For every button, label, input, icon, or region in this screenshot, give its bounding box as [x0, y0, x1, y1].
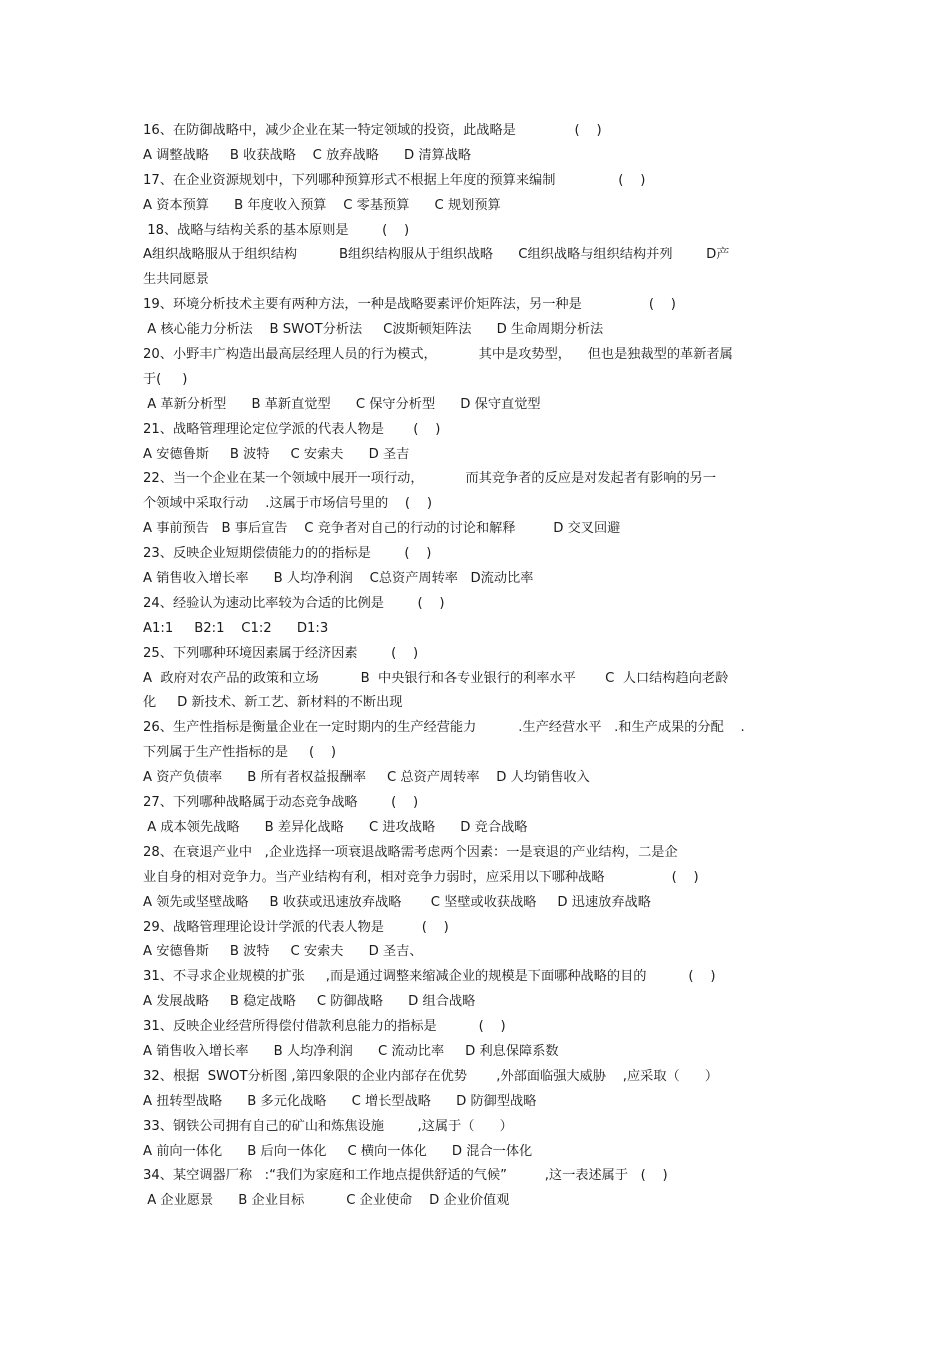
text-line: A 安德鲁斯 B 波特 C 安索夫 D 圣吉 [143, 446, 410, 462]
text-line: 24、经验认为速动比率较为合适的比例是 ( ) [143, 595, 445, 611]
text-line: 于( ) [143, 371, 188, 387]
text-line: A 资本预算 B 年度收入预算 C 零基预算 C 规划预算 [143, 197, 501, 213]
question-list [143, 119, 813, 1214]
text-line: 化 D 新技术、新工艺、新材料的不断出现 [143, 695, 403, 711]
text-line: A组织战略服从于组织结构 B组织结构服从于组织战略 C组织战略与组织结构并列 D产 [143, 247, 730, 263]
text-line: A 企业愿景 B 企业目标 C 企业使命 D 企业价值观 [143, 1193, 510, 1209]
text-line: A 革新分析型 B 革新直觉型 C 保守分析型 D 保守直觉型 [143, 396, 541, 412]
text-line: A 扭转型战略 B 多元化战略 C 增长型战略 D 防御型战略 [143, 1093, 537, 1109]
text-line: A 销售收入增长率 B 人均净利润 C总资产周转率 D流动比率 [143, 571, 534, 587]
text-line: 33、钢铁公司拥有自己的矿山和炼焦设施 ,这属于（ ） [143, 1118, 513, 1134]
text-line: 27、下列哪种战略属于动态竞争战略 ( ) [143, 795, 419, 811]
text-line: 25、下列哪种环境因素属于经济因素 ( ) [143, 645, 419, 661]
text-line: 31、反映企业经营所得偿付借款利息能力的指标是 ( ) [143, 1019, 506, 1035]
text-line: 23、反映企业短期偿债能力的的指标是 ( ) [143, 546, 432, 562]
text-line: A 资产负债率 B 所有者权益报酬率 C 总资产周转率 D 人均销售收入 [143, 770, 590, 786]
text-line: A 安德鲁斯 B 波特 C 安索夫 D 圣吉、 [143, 944, 423, 960]
text-line: 31、不寻求企业规模的扩张 ,而是通过调整来缩减企业的规模是下面哪种战略的目的 ( ) [143, 969, 716, 985]
text-line: 32、根据 SWOT分析图 ,第四象限的企业内部存在优势 ,外部面临强大威胁 ,应采取（ ） [143, 1068, 719, 1084]
text-line: A 前向一体化 B 后向一体化 C 横向一体化 D 混合一体化 [143, 1143, 533, 1159]
text-line: A1:1 B2:1 C1:2 D1:3 [143, 620, 329, 636]
text-line: A 发展战略 B 稳定战略 C 防御战略 D 组合战略 [143, 994, 476, 1010]
text-line: A 调整战略 B 收获战略 C 放弃战略 D 清算战略 [143, 147, 472, 163]
text-line: 下列属于生产性指标的是 ( ) [143, 745, 337, 761]
text-line: 17、在企业资源规划中，下列哪种预算形式不根据上年度的预算来编制 ( ) [143, 172, 646, 188]
text-line: A 核心能力分析法 B SWOT分析法 C波斯顿矩阵法 D 生命周期分析法 [143, 322, 604, 338]
text-line: 业自身的相对竞争力。当产业结构有利，相对竞争力弱时，应采用以下哪种战略 ( ) [143, 869, 699, 885]
text-line: 19、环境分析技术主要有两种方法，一种是战略要素评价矩阵法，另一种是 ( ) [143, 297, 676, 313]
text-line: 18、战略与结构关系的基本原则是 ( ) [143, 222, 410, 238]
text-line: 28、在衰退产业中 ,企业选择一项衰退战略需考虑两个因素：一是衰退的产业结构，二是企 [143, 844, 678, 860]
text-line: 生共同愿景 [143, 272, 209, 288]
text-line: 16、在防御战略中，减少企业在某一特定领域的投资，此战略是 ( ) [143, 123, 602, 138]
text-line: A 成本领先战略 B 差异化战略 C 进攻战略 D 竞合战略 [143, 819, 528, 835]
text-line: 22、当一个企业在某一个领域中展开一项行动， 而其竞争者的反应是对发起者有影响的另一 [143, 471, 717, 487]
text-line: A 政府对农产品的政策和立场 B 中央银行和各专业银行的利率水平 C 人口结构趋向老龄 [143, 670, 729, 686]
text-line: 29、战略管理理论设计学派的代表人物是 ( ) [143, 919, 449, 935]
text-line: 20、小野丰广构造出最高层经理人员的行为模式， 其中是攻势型， 但也是独裁型的革新者属 [143, 347, 733, 363]
text-line: A 销售收入增长率 B 人均净利润 C 流动比率 D 利息保障系数 [143, 1043, 559, 1059]
text-line: 21、战略管理理论定位学派的代表人物是 ( ) [143, 421, 441, 437]
text-line: A 事前预告 B 事后宣告 C 竞争者对自己的行动的讨论和解释 D 交叉回避 [143, 521, 621, 537]
text-line: A 领先或坚壁战略 B 收获或迅速放弃战略 C 坚壁或收获战略 D 迅速放弃战略 [143, 894, 651, 910]
text-line: 26、生产性指标是衡量企业在一定时期内的生产经营能力 .生产经营水平 .和生产成果的分配 . [143, 720, 745, 736]
text-line: 34、某空调器厂称 :“我们为家庭和工作地点提供舒适的气候” ,这一表述属于 ( ) [143, 1168, 668, 1184]
text-line: 个领域中采取行动 .这属于市场信号里的 ( ) [143, 496, 432, 512]
